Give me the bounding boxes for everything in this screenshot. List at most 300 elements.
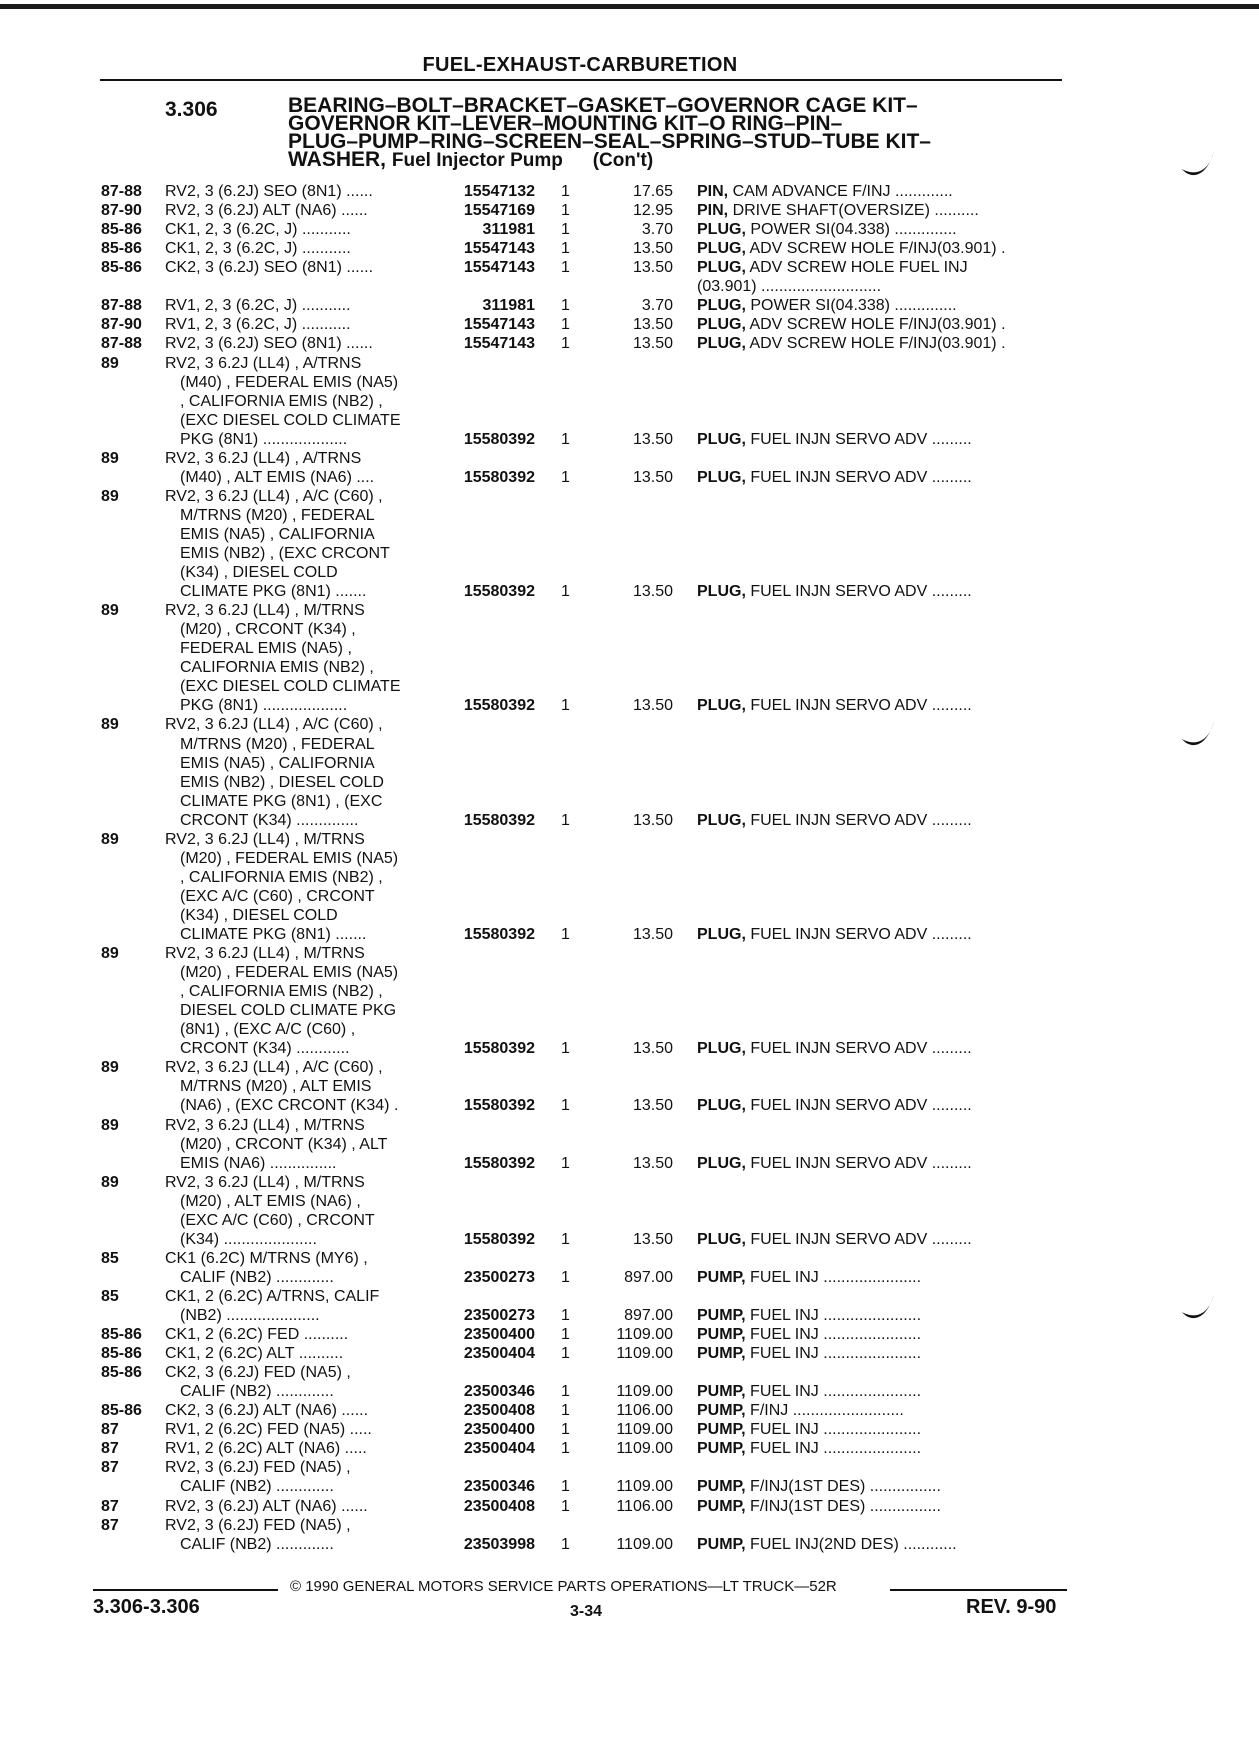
application-desc: CK1, 2 (6.2C) A/TRNS, CALIF xyxy=(165,1287,380,1305)
part-number: 23500273 xyxy=(463,1307,535,1324)
parts-row xyxy=(0,1458,1259,1478)
application-desc: FEDERAL EMIS (NA5) , xyxy=(180,640,352,658)
part-name-noun: PUMP, xyxy=(697,1535,746,1553)
parts-row xyxy=(0,925,1259,945)
list-price: 13.50 xyxy=(632,335,673,353)
application-desc: CK1, 2, 3 (6.2C, J) ........... xyxy=(165,240,351,258)
part-name xyxy=(697,1439,921,1459)
list-price: 897.00 xyxy=(624,1307,673,1324)
part-name xyxy=(697,334,1006,354)
parts-row xyxy=(0,1039,1259,1059)
list-price: 1109.00 xyxy=(616,1535,673,1553)
part-name-noun: PLUG, xyxy=(697,221,746,239)
part-name-noun: PLUG, xyxy=(697,926,746,943)
part-name-detail: FUEL INJ ...................... xyxy=(745,1345,922,1362)
part-name xyxy=(697,582,972,602)
group-title-line: GOVERNOR KIT–LEVER–MOUNTING KIT–O RING–PIN– xyxy=(288,112,843,135)
parts-row xyxy=(0,487,1259,507)
application-desc: RV2, 3 6.2J (LL4) , A/TRNS xyxy=(165,449,362,467)
parts-row xyxy=(0,849,1259,869)
application-desc: CALIF (NB2) ............. xyxy=(180,1268,334,1286)
parts-row xyxy=(0,677,1259,697)
quantity: 1 xyxy=(561,583,570,600)
model-years: 87 xyxy=(101,1440,119,1458)
quantity: 1 xyxy=(561,240,570,258)
quantity: 1 xyxy=(561,1040,570,1058)
list-price: 17.65 xyxy=(632,183,673,200)
part-name xyxy=(697,430,972,450)
part-name xyxy=(697,1154,972,1174)
model-years: 85-86 xyxy=(101,259,142,277)
part-name xyxy=(697,696,972,716)
parts-row xyxy=(0,792,1259,812)
part-number: 23500408 xyxy=(463,1497,535,1515)
group-title-line: WASHER, xyxy=(288,148,387,171)
part-name xyxy=(697,239,1006,259)
part-name-detail: ADV SCREW HOLE F/INJ(03.901) . xyxy=(745,335,1006,353)
part-name xyxy=(697,201,979,221)
list-price: 13.50 xyxy=(632,240,673,258)
part-number: 15580392 xyxy=(463,1097,535,1115)
model-years: 87-90 xyxy=(101,202,142,220)
parts-row xyxy=(0,906,1259,926)
application-desc: CALIF (NB2) ............. xyxy=(180,1478,334,1496)
quantity: 1 xyxy=(561,1268,570,1286)
model-years: 85-86 xyxy=(101,1402,142,1420)
parts-row xyxy=(0,296,1259,316)
list-price: 13.50 xyxy=(632,1097,673,1115)
part-name-detail: F/INJ(1ST DES) ................ xyxy=(745,1478,941,1496)
model-years: 87 xyxy=(101,1516,119,1534)
parts-row xyxy=(0,658,1259,678)
part-number: 15580392 xyxy=(463,1230,535,1248)
model-years: 87-90 xyxy=(101,316,142,334)
application-desc: RV2, 3 6.2J (LL4) , M/TRNS xyxy=(165,1116,365,1134)
part-name-detail: F/INJ(1ST DES) ................ xyxy=(745,1497,941,1515)
application-desc: M/TRNS (M20) , ALT EMIS xyxy=(180,1078,372,1096)
list-price: 1109.00 xyxy=(616,1440,673,1458)
application-desc: (EXC DIESEL COLD CLIMATE xyxy=(180,678,401,696)
part-number: 311981 xyxy=(482,221,535,239)
part-name-noun: PLUG, xyxy=(697,240,746,258)
part-name-noun: PLUG, xyxy=(697,697,746,715)
part-number: 15580392 xyxy=(463,583,535,600)
group-title-line: PLUG–PUMP–RING–SCREEN–SEAL–SPRING–STUD–TUBE KIT– xyxy=(288,130,931,153)
model-years: 85-86 xyxy=(101,1364,142,1382)
quantity: 1 xyxy=(561,926,570,943)
list-price: 1109.00 xyxy=(616,1383,673,1401)
part-name-detail: FUEL INJN SERVO ADV ......... xyxy=(745,811,972,829)
part-name xyxy=(697,1325,921,1345)
application-desc: (K34) ..................... xyxy=(180,1230,317,1248)
application-desc: RV1, 2 (6.2C) FED (NA5) ..... xyxy=(165,1421,372,1439)
part-name-detail: FUEL INJ ...................... xyxy=(745,1268,922,1286)
revision-label: REV. 9-90 xyxy=(966,1596,1057,1618)
part-name-detail: FUEL INJ(2ND DES) ............ xyxy=(745,1535,957,1553)
part-name-detail: POWER SI(04.338) .............. xyxy=(745,221,957,239)
part-number: 311981 xyxy=(482,297,535,315)
part-name-detail: FUEL INJ ...................... xyxy=(745,1383,922,1401)
application-desc: RV2, 3 6.2J (LL4) , A/C (C60) , xyxy=(165,487,383,505)
quantity: 1 xyxy=(561,316,570,334)
group-subtitle: Fuel Injector Pump xyxy=(391,150,563,171)
application-desc: (K34) , DIESEL COLD xyxy=(180,906,338,924)
model-years: 89 xyxy=(101,487,119,505)
part-name-detail: FUEL INJ ...................... xyxy=(745,1326,922,1343)
model-years: 89 xyxy=(101,354,119,372)
parts-row xyxy=(0,468,1259,488)
model-years: 89 xyxy=(101,1116,119,1134)
application-desc: RV1, 2, 3 (6.2C, J) ........... xyxy=(165,297,351,315)
application-desc: CK1, 2, 3 (6.2C, J) ........... xyxy=(165,221,351,239)
parts-row xyxy=(0,1401,1259,1421)
parts-row xyxy=(0,449,1259,469)
parts-row xyxy=(0,696,1259,716)
parts-row xyxy=(0,601,1259,621)
part-name-detail: FUEL INJN SERVO ADV ......... xyxy=(745,1154,972,1172)
quantity: 1 xyxy=(561,183,570,200)
parts-row xyxy=(0,963,1259,983)
part-name-noun: PUMP, xyxy=(697,1268,746,1286)
list-price: 13.50 xyxy=(632,316,673,334)
application-desc: CK2, 3 (6.2J) SEO (8N1) ...... xyxy=(165,259,374,277)
model-years: 89 xyxy=(101,1173,119,1191)
application-desc: EMIS (NA5) , CALIFORNIA xyxy=(180,525,375,543)
part-number: 15547169 xyxy=(463,202,535,220)
parts-row xyxy=(0,1382,1259,1402)
parts-row xyxy=(0,411,1259,431)
part-name-noun: PLUG, xyxy=(697,1230,746,1248)
part-number: 23503998 xyxy=(463,1535,535,1553)
part-number: 23500404 xyxy=(463,1440,535,1458)
application-desc: EMIS (NB2) , (EXC CRCONT xyxy=(180,545,390,562)
quantity: 1 xyxy=(561,297,570,315)
part-number: 23500408 xyxy=(463,1402,535,1420)
parts-row xyxy=(0,1116,1259,1136)
part-name-noun: PLUG, xyxy=(697,811,746,829)
part-name-noun: PLUG, xyxy=(697,468,746,486)
part-name xyxy=(697,1230,972,1250)
parts-row xyxy=(0,811,1259,831)
footer-rule xyxy=(890,1589,1067,1591)
part-name-detail: FUEL INJ ...................... xyxy=(745,1440,922,1458)
application-desc: CALIF (NB2) ............. xyxy=(180,1383,334,1401)
parts-row xyxy=(0,1344,1259,1364)
list-price: 13.50 xyxy=(632,1154,673,1172)
parts-row xyxy=(0,1535,1259,1555)
part-name-noun: PUMP, xyxy=(697,1307,746,1324)
parts-row xyxy=(0,1020,1259,1040)
part-name xyxy=(697,315,1006,335)
application-desc: PKG (8N1) ................... xyxy=(180,697,348,715)
part-name-noun: PLUG, xyxy=(697,1097,746,1115)
part-name-noun: PLUG, xyxy=(697,430,746,448)
application-desc: (EXC DIESEL COLD CLIMATE xyxy=(180,411,401,429)
application-desc: RV2, 3 6.2J (LL4) , A/C (C60) , xyxy=(165,1059,383,1077)
part-name-noun: PLUG, xyxy=(697,297,746,315)
part-number: 23500346 xyxy=(463,1383,535,1401)
part-name-noun: PLUG, xyxy=(697,583,746,600)
part-name xyxy=(697,1344,921,1364)
part-name xyxy=(697,182,953,202)
list-price: 13.50 xyxy=(632,583,673,600)
parts-row xyxy=(0,1135,1259,1155)
binder-hole-mark xyxy=(1178,715,1218,755)
parts-row xyxy=(0,354,1259,374)
part-name-detail: ADV SCREW HOLE FUEL INJ xyxy=(745,259,968,277)
part-number: 15547143 xyxy=(463,335,535,353)
application-desc: CALIFORNIA EMIS (NB2) , xyxy=(180,659,374,677)
copyright-notice: © 1990 GENERAL MOTORS SERVICE PARTS OPERATIONS—LT TRUCK—52R xyxy=(290,1578,837,1595)
application-desc: (NB2) ..................... xyxy=(180,1307,320,1324)
part-name-noun: PLUG, xyxy=(697,1154,746,1172)
part-name-noun: PUMP, xyxy=(697,1326,746,1343)
quantity: 1 xyxy=(561,1535,570,1553)
part-name xyxy=(697,277,881,297)
parts-row xyxy=(0,220,1259,240)
parts-row xyxy=(0,315,1259,335)
part-name-noun: PUMP, xyxy=(697,1440,746,1458)
part-name-noun: PLUG, xyxy=(697,335,746,353)
application-desc: CK1, 2 (6.2C) FED .......... xyxy=(165,1326,349,1343)
application-desc: (M20) , FEDERAL EMIS (NA5) xyxy=(180,964,399,982)
quantity: 1 xyxy=(561,1440,570,1458)
model-years: 87-88 xyxy=(101,183,142,200)
model-years: 87 xyxy=(101,1421,119,1439)
part-name-noun: PIN, xyxy=(697,202,729,220)
part-name-noun: PLUG, xyxy=(697,1040,746,1058)
application-desc: RV2, 3 (6.2J) ALT (NA6) ...... xyxy=(165,202,368,220)
application-desc: M/TRNS (M20) , FEDERAL xyxy=(180,735,375,753)
model-years: 87-88 xyxy=(101,335,142,353)
list-price: 13.50 xyxy=(632,1040,673,1058)
application-desc: CK1, 2 (6.2C) ALT .......... xyxy=(165,1345,344,1362)
application-desc: PKG (8N1) ................... xyxy=(180,430,348,448)
list-price: 13.50 xyxy=(632,430,673,448)
part-name xyxy=(697,220,957,240)
list-price: 1109.00 xyxy=(616,1478,673,1496)
application-desc: (M20) , FEDERAL EMIS (NA5) xyxy=(180,849,399,867)
parts-row xyxy=(0,830,1259,850)
application-desc: DIESEL COLD CLIMATE PKG xyxy=(180,1002,397,1020)
parts-row xyxy=(0,1058,1259,1078)
part-number: 15580392 xyxy=(463,811,535,829)
part-name-detail: POWER SI(04.338) .............. xyxy=(745,297,957,315)
application-desc: (M20) , CRCONT (K34) , ALT xyxy=(180,1135,388,1153)
part-name-noun: PLUG, xyxy=(697,316,746,334)
parts-row xyxy=(0,735,1259,755)
application-desc: CRCONT (K34) ............ xyxy=(180,1040,350,1058)
model-years: 85-86 xyxy=(101,221,142,239)
list-price: 12.95 xyxy=(632,202,673,220)
list-price: 13.50 xyxy=(632,468,673,486)
part-number: 15547143 xyxy=(463,240,535,258)
application-desc: M/TRNS (M20) , FEDERAL xyxy=(180,506,375,524)
list-price: 897.00 xyxy=(624,1268,673,1286)
application-desc: EMIS (NA5) , CALIFORNIA xyxy=(180,754,375,772)
parts-row xyxy=(0,373,1259,393)
application-desc: CK2, 3 (6.2J) FED (NA5) , xyxy=(165,1364,351,1382)
application-desc: CRCONT (K34) .............. xyxy=(180,811,359,829)
list-price: 13.50 xyxy=(632,811,673,829)
part-number: 15580392 xyxy=(463,468,535,486)
parts-row xyxy=(0,258,1259,278)
part-number: 15580392 xyxy=(463,697,535,715)
list-price: 13.50 xyxy=(632,697,673,715)
application-desc: RV2, 3 (6.2J) FED (NA5) , xyxy=(165,1459,351,1477)
parts-row xyxy=(0,1096,1259,1116)
application-desc: RV2, 3 6.2J (LL4) , M/TRNS xyxy=(165,830,365,848)
parts-row xyxy=(0,1077,1259,1097)
part-name-detail: FUEL INJN SERVO ADV ......... xyxy=(745,583,972,600)
application-desc: RV2, 3 6.2J (LL4) , M/TRNS xyxy=(165,602,365,620)
parts-row xyxy=(0,1420,1259,1440)
application-desc: RV2, 3 6.2J (LL4) , M/TRNS xyxy=(165,945,365,962)
application-desc: RV2, 3 (6.2J) FED (NA5) , xyxy=(165,1516,351,1534)
model-years: 87 xyxy=(101,1459,119,1477)
part-name xyxy=(697,468,972,488)
part-name xyxy=(697,1477,941,1497)
application-desc: (NA6) , (EXC CRCONT (K34) . xyxy=(180,1097,399,1115)
parts-row xyxy=(0,239,1259,259)
part-number: 15547143 xyxy=(463,316,535,334)
model-years: 85 xyxy=(101,1249,119,1267)
application-desc: CLIMATE PKG (8N1) ....... xyxy=(180,926,367,943)
quantity: 1 xyxy=(561,1497,570,1515)
application-desc: CK2, 3 (6.2J) ALT (NA6) ...... xyxy=(165,1402,369,1420)
list-price: 1109.00 xyxy=(616,1326,673,1343)
parts-row xyxy=(0,773,1259,793)
model-years: 85-86 xyxy=(101,1326,142,1343)
part-name-noun: PUMP, xyxy=(697,1345,746,1362)
parts-row xyxy=(0,544,1259,564)
part-name-detail: FUEL INJN SERVO ADV ......... xyxy=(745,468,972,486)
parts-row xyxy=(0,982,1259,1002)
footer-group-range: 3.306-3.306 xyxy=(93,1596,200,1618)
part-number: 23500346 xyxy=(463,1478,535,1496)
model-years: 85 xyxy=(101,1287,119,1305)
quantity: 1 xyxy=(561,259,570,277)
part-name-detail: FUEL INJN SERVO ADV ......... xyxy=(745,1230,972,1248)
parts-row xyxy=(0,1192,1259,1212)
part-number: 15547143 xyxy=(463,259,535,277)
parts-row xyxy=(0,1497,1259,1517)
parts-row xyxy=(0,392,1259,412)
model-years: 89 xyxy=(101,716,119,734)
part-name xyxy=(697,1497,941,1517)
part-number: 23500273 xyxy=(463,1268,535,1286)
part-number: 15580392 xyxy=(463,1154,535,1172)
part-name-noun: PUMP, xyxy=(697,1497,746,1515)
parts-row xyxy=(0,334,1259,354)
part-name-detail: FUEL INJ ...................... xyxy=(745,1307,922,1324)
application-desc: CK1 (6.2C) M/TRNS (MY6) , xyxy=(165,1249,368,1267)
application-desc: RV1, 2, 3 (6.2C, J) ........... xyxy=(165,316,351,334)
application-desc: (EXC A/C (C60) , CRCONT xyxy=(180,1211,375,1229)
part-number: 23500400 xyxy=(463,1421,535,1439)
model-years: 85-86 xyxy=(101,1345,142,1362)
list-price: 1106.00 xyxy=(616,1402,673,1420)
model-years: 89 xyxy=(101,830,119,848)
application-desc: RV2, 3 (6.2J) SEO (8N1) ...... xyxy=(165,335,373,353)
part-name-noun: PUMP, xyxy=(697,1421,746,1439)
part-name xyxy=(697,1420,921,1440)
parts-row xyxy=(0,1477,1259,1497)
model-years: 87 xyxy=(101,1497,119,1515)
part-name-detail: F/INJ ......................... xyxy=(745,1402,904,1420)
application-desc: , CALIFORNIA EMIS (NB2) , xyxy=(180,983,383,1001)
parts-row xyxy=(0,868,1259,888)
application-desc: RV2, 3 6.2J (LL4) , A/TRNS xyxy=(165,354,362,372)
quantity: 1 xyxy=(561,1478,570,1496)
part-name xyxy=(697,1382,921,1402)
parts-row xyxy=(0,1516,1259,1536)
application-desc: (K34) , DIESEL COLD xyxy=(180,564,338,581)
part-number: 15580392 xyxy=(463,1040,535,1058)
parts-row xyxy=(0,182,1259,202)
application-desc: (M40) , FEDERAL EMIS (NA5) xyxy=(180,373,399,391)
quantity: 1 xyxy=(561,1154,570,1172)
quantity: 1 xyxy=(561,468,570,486)
page-number: 3-34 xyxy=(570,1603,603,1620)
parts-row xyxy=(0,563,1259,583)
part-name xyxy=(697,1306,921,1326)
parts-row xyxy=(0,430,1259,450)
parts-row xyxy=(0,1249,1259,1269)
parts-row xyxy=(0,944,1259,964)
application-desc: (EXC A/C (C60) , CRCONT xyxy=(180,887,375,905)
list-price: 13.50 xyxy=(632,926,673,943)
parts-row xyxy=(0,1306,1259,1326)
parts-row xyxy=(0,201,1259,221)
parts-row xyxy=(0,525,1259,545)
quantity: 1 xyxy=(561,1097,570,1115)
parts-row xyxy=(0,887,1259,907)
part-name xyxy=(697,1096,972,1116)
parts-row xyxy=(0,754,1259,774)
model-years: 89 xyxy=(101,602,119,620)
part-name xyxy=(697,296,957,316)
part-name xyxy=(697,1535,957,1555)
parts-row xyxy=(0,1287,1259,1307)
binder-hole-mark xyxy=(1178,145,1218,185)
part-name-noun: PUMP, xyxy=(697,1478,746,1496)
part-name-detail: FUEL INJN SERVO ADV ......... xyxy=(745,430,972,448)
group-title-line: BEARING–BOLT–BRACKET–GASKET–GOVERNOR CAGE KIT– xyxy=(288,94,918,117)
part-name xyxy=(697,925,972,945)
part-name-detail: ADV SCREW HOLE F/INJ(03.901) . xyxy=(745,240,1006,258)
parts-row xyxy=(0,620,1259,640)
footer-rule xyxy=(93,1589,278,1591)
quantity: 1 xyxy=(561,697,570,715)
model-years: 87-88 xyxy=(101,297,142,315)
model-years: 89 xyxy=(101,1059,119,1077)
list-price: 13.50 xyxy=(632,259,673,277)
part-number: 23500404 xyxy=(463,1345,535,1362)
part-name-detail: DRIVE SHAFT(OVERSIZE) .......... xyxy=(728,202,979,220)
model-years: 89 xyxy=(101,449,119,467)
parts-row xyxy=(0,506,1259,526)
part-name xyxy=(697,1401,904,1421)
part-name xyxy=(697,1039,972,1059)
parts-row xyxy=(0,1439,1259,1459)
application-desc: RV2, 3 6.2J (LL4) , M/TRNS xyxy=(165,1173,365,1191)
part-name xyxy=(697,811,972,831)
application-desc: (M20) , ALT EMIS (NA6) , xyxy=(180,1192,361,1210)
part-name-noun: PIN, xyxy=(697,183,729,200)
parts-row xyxy=(0,1211,1259,1231)
list-price: 13.50 xyxy=(632,1230,673,1248)
